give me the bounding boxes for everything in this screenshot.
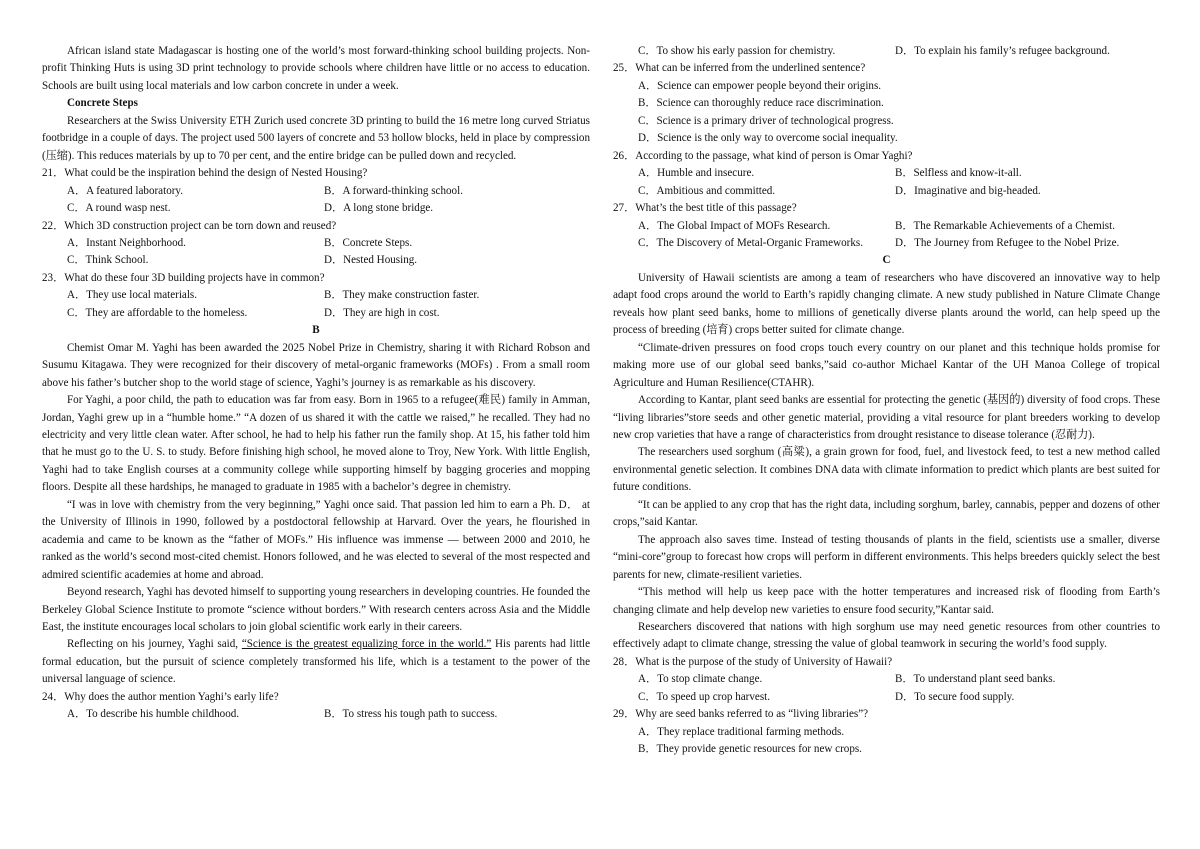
question-21 [42, 165, 590, 217]
option-b: B．The Remarkable Achievements of a Chemist. [895, 219, 1115, 232]
left-column [42, 43, 590, 724]
option-d: D．To secure food supply. [895, 690, 1015, 703]
passage-paragraph: “This method will help us keep pace with the hotter temperatures and increased risk of flooding from Earth’s changing climate and help develop new varieties to ensure food security,”Kantar said. [613, 586, 1160, 616]
option-a: A．Humble and insecure. [638, 167, 755, 180]
question-24-continued [613, 43, 1160, 60]
section-label-b: B [312, 324, 320, 337]
passage-paragraph: According to Kantar, plant seed banks are essential for protecting the genetic (基因的) diversity of food crops. These “living libraries”store seeds and other genetic material, providing a vital resource for plant breeders working to develop new crop varieties that have a range of characteristics from drought resistance to disease tolerance (忍耐力). [613, 394, 1160, 441]
section-label-c: C [882, 254, 891, 267]
option-a: A．They use local materials. [67, 289, 197, 302]
passage-paragraph: “I was in love with chemistry from the very beginning,” Yaghi once said. That passion led him to earn a Ph. D． at the University of Illinois in 1990, followed by a postdoctoral fellowship at Harvard. Over the years, he flourished in academia and came to be known as the “father of MOFs.” His influence was immense — between 2000 and 2010, he ranked as the world’s second most-cited chemist. Honors followed, and he was elected to several of the most respected and admired scientific academies at home and abroad. [42, 498, 590, 581]
question-stem: 26．According to the passage, what kind of person is Omar Yaghi? [613, 149, 913, 162]
option-b: B．To stress his tough path to success. [324, 708, 498, 721]
option-a: A．To describe his humble childhood. [67, 708, 240, 721]
question-stem: 27．What’s the best title of this passage? [613, 202, 797, 215]
option-d: D．The Journey from Refugee to the Nobel Prize. [895, 236, 1120, 249]
passage-paragraph: The approach also saves time. Instead of testing thousands of plants in the field, scientists use a smaller, diverse “mini-core”group to forecast how crops will perform in different environments. This helps breeders quickly select the best parents for new, climate-resilient varieties. [613, 533, 1160, 581]
option-d: D．Science is the only way to overcome social inequality. [638, 132, 898, 145]
passage-paragraph: African island state Madagascar is hosting one of the world’s most forward-thinking school building projects. Non-profit Thinking Huts is using 3D print technology to provide schools where children have little or no access to education. Schools are built using local materials and low carbon concrete in under a week. [42, 45, 590, 92]
right-column [613, 43, 1160, 759]
passage-subheading: Concrete Steps [67, 97, 138, 110]
option-c: C．Think School. [67, 254, 149, 267]
option-a: A．They replace traditional farming methods. [638, 725, 845, 738]
underlined-sentence: “Science is the greatest equalizing force in the world.” [241, 638, 492, 651]
option-a: A．Science can empower people beyond their origins. [638, 79, 882, 92]
passage-paragraph: The researchers used sorghum (高粱), a grain grown for food, fuel, and livestock feed, to test a new method called environmental genetic selection. It combines DNA data with climate information to predict which plants are best suited for future conditions. [613, 446, 1160, 494]
option-b: B．Concrete Steps. [324, 236, 413, 249]
text-run: Reflecting on his journey, Yaghi said, [67, 638, 242, 651]
option-a: A．The Global Impact of MOFs Research. [638, 219, 831, 232]
option-d: D．To explain his family’s refugee background. [895, 45, 1110, 57]
option-c: C．They are affordable to the homeless. [67, 306, 248, 319]
question-stem: 29．Why are seed banks referred to as “living libraries”? [613, 708, 869, 721]
option-b: B．Science can thoroughly reduce race discrimination. [638, 97, 884, 110]
option-c: C．Ambitious and committed. [638, 184, 776, 197]
option-c: C．The Discovery of Metal-Organic Frameworks. [638, 236, 864, 249]
question-26 [613, 148, 1160, 200]
passage-paragraph: University of Hawaii scientists are among a team of researchers who have discovered an innovative way to help adapt food crops around the world to Earth’s rapidly changing climate. A new study published in Nature Climate Change reveals how plant seed banks, home to millions of genetically diverse plants around the world, can help speed up the process of breeding (培育) crops better suited for climate change. [613, 271, 1160, 337]
passage-paragraph: Chemist Omar M. Yaghi has been awarded the 2025 Nobel Prize in Chemistry, sharing it with Richard Robson and Susumu Kitagawa. They were recognized for their discovery of metal-organic frameworks (MOFs) . From a small room above his father’s butcher shop to the world stage of science, Yaghi’s journey is as remarkable as his discovery. [42, 341, 590, 389]
option-c: C．A round wasp nest. [67, 202, 171, 215]
option-d: D．A long stone bridge. [324, 202, 434, 215]
question-stem: 23．What do these four 3D building projects have in common? [42, 271, 325, 284]
question-stem: 28．What is the purpose of the study of University of Hawaii? [613, 655, 893, 668]
option-c: C．Science is a primary driver of technological progress. [638, 114, 894, 127]
passage-paragraph: “It can be applied to any crop that has the right data, including sorghum, barley, cannabis, pepper and dozens of other crops,”said Kantar. [613, 498, 1160, 529]
passage-paragraph: For Yaghi, a poor child, the path to education was far from easy. Born in 1965 to a refugee(难民) family in Amman, Jordan, Yaghi grew up in a “humble home.” “A dozen of us shared it with the cattle we raised,” he recalled. They had no electricity and very little clean water. After school, he had to help his father run the family shop. At 15, his father told him that he must go to the U. S. to study. Before finishing high school, he moved alone to Troy, New York. With little English, Yaghi had to take English courses at a community college while supporting himself by bagging groceries and mopping floors. Despite all these hardships, he managed to graduate in 1985 with a bachelor’s degree in chemistry. [42, 394, 590, 494]
question-22 [42, 218, 590, 270]
passage-paragraph: “Climate-driven pressures on food crops touch every country on our planet and this technique holds promise for making more use of our global seed banks,”said co-author Michael Kantar of the UH Manoa College of tropical Agriculture and Human Resilience(CTAHR). [613, 341, 1160, 389]
question-27 [613, 200, 1160, 252]
question-stem: 24．Why does the author mention Yaghi’s early life? [42, 690, 279, 703]
text-run: His parents had little formal education, but the pursuit of science completely transformed his life, which is a testament to the power of the universal language of science. [42, 638, 591, 686]
option-b: B．A forward-thinking school. [324, 184, 463, 197]
question-stem: 25．What can be inferred from the underlined sentence? [613, 62, 866, 75]
option-a: A．Instant Neighborhood. [67, 236, 186, 249]
option-b: B．To understand plant seed banks. [895, 673, 1056, 686]
option-b: B．Selfless and know-it-all. [895, 167, 1022, 180]
question-stem: 22．Which 3D construction project can be torn down and reused? [42, 219, 337, 232]
question-28 [613, 654, 1160, 706]
question-29 [613, 706, 1160, 758]
option-c: C．To speed up crop harvest. [638, 690, 771, 703]
option-c: C．To show his early passion for chemistry. [638, 45, 836, 57]
option-b: B．They provide genetic resources for new crops. [638, 743, 862, 756]
option-d: D．They are high in cost. [324, 306, 440, 319]
option-d: D．Nested Housing. [324, 254, 418, 267]
question-24 [42, 689, 590, 724]
question-25 [613, 60, 1160, 147]
passage-paragraph: Beyond research, Yaghi has devoted himself to supporting young researchers in developing countries. He founded the Berkeley Global Science Institute to promote “science without borders.” With research centers across Asia and the Middle East, the institute encourages local scholars to join global scientific work early in their careers. [42, 586, 590, 633]
question-stem: 21．What could be the inspiration behind the design of Nested Housing? [42, 167, 368, 180]
option-d: D．Imaginative and big-headed. [895, 184, 1041, 197]
option-b: B．They make construction faster. [324, 289, 480, 302]
option-a: A．A featured laboratory. [67, 184, 184, 197]
passage-paragraph: Researchers discovered that nations with high sorghum use may need genetic resources from other countries to effectively adapt to climate change, stressing the value of global teamwork in securing the world’s food supply. [613, 620, 1160, 651]
question-23 [42, 270, 590, 322]
passage-paragraph [42, 636, 590, 688]
option-a: A．To stop climate change. [638, 673, 763, 686]
passage-paragraph: Researchers at the Swiss University ETH Zurich used concrete 3D printing to build the 16 metre long curved Striatus footbridge in a couple of days. The project used 500 layers of concrete and 53 hollow blocks, held in place by compression (压缩). This reduces materials by up to 70 per cent, and the entire bridge can be pulled down and recycled. [42, 114, 590, 162]
